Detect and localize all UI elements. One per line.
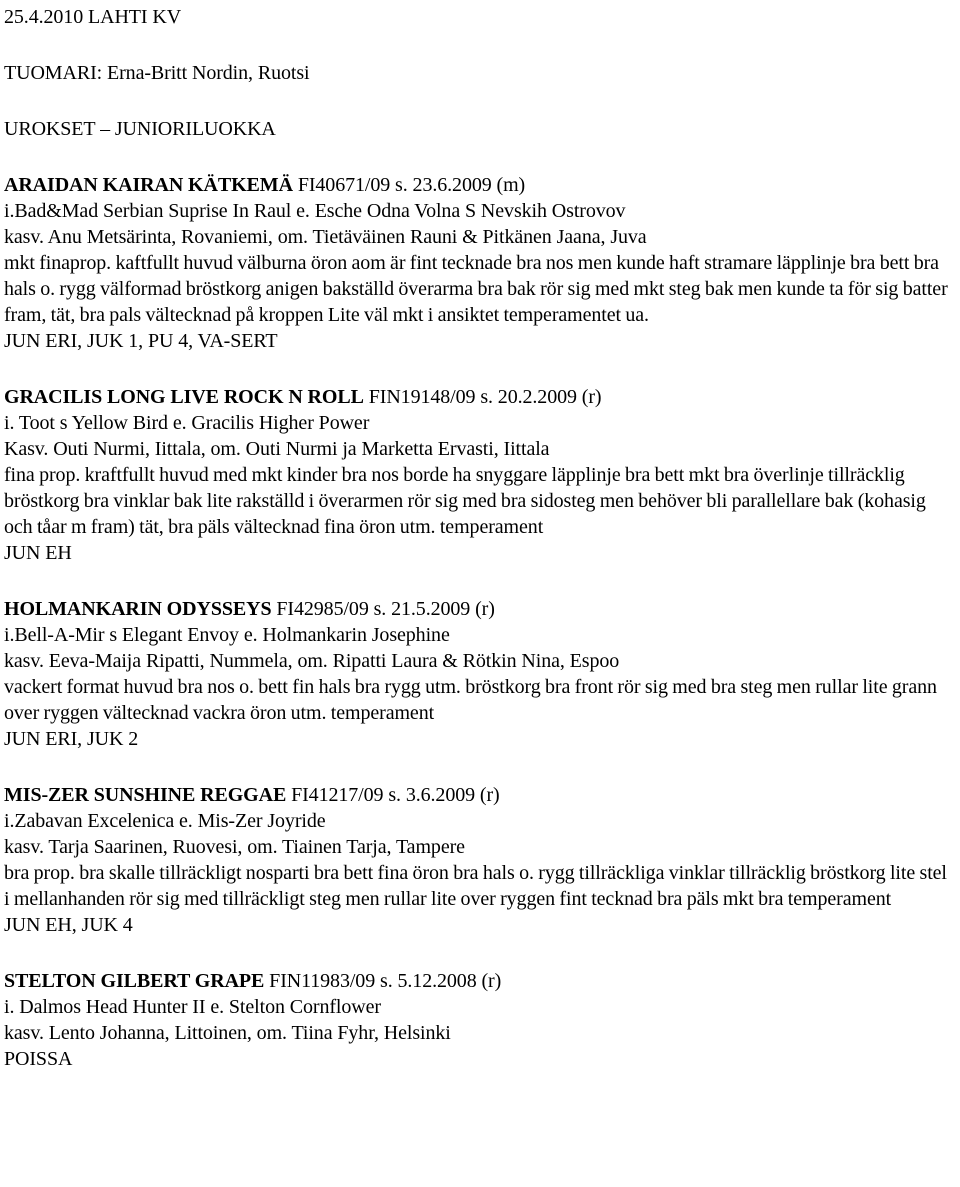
dog-parents: i. Dalmos Head Hunter II e. Stelton Cornflower — [4, 996, 381, 1018]
dog-registration: FIN19148/09 s. 20.2.2009 (r) — [363, 386, 602, 408]
dog-parents: i.Bell-A-Mir s Elegant Envoy e. Holmankarin Josephine — [4, 624, 450, 646]
show-date-place: 25.4.2010 LAHTI KV — [4, 6, 182, 28]
dog-owners: kasv. Tarja Saarinen, Ruovesi, om. Tiainen Tarja, Tampere — [4, 836, 465, 858]
dog-name: GRACILIS LONG LIVE ROCK N ROLL — [4, 386, 364, 408]
dog-entry — [4, 782, 954, 938]
dog-entry — [4, 384, 954, 566]
dog-entry — [4, 968, 954, 1072]
class-heading: UROKSET – JUNIORILUOKKA — [4, 118, 276, 140]
dog-registration: FI40671/09 s. 23.6.2009 (m) — [292, 174, 526, 196]
judge-line: TUOMARI: Erna-Britt Nordin, Ruotsi — [4, 62, 310, 84]
dog-critique: mkt finaprop. kaftfullt huvud välburna öron aom är fint tecknade bra nos men kunde haft stramare läpplinje bra bett bra hals o. rygg välformad bröstkorg anigen bakställd överarma bra bak rör sig med mkt steg bak men kunde ta för sig batter fram, tät, bra pals vältecknad på kroppen Lite väl mkt i ansiktet temperamentet ua. — [4, 252, 948, 326]
dog-result: JUN ERI, JUK 2 — [4, 728, 139, 750]
dog-registration: FI42985/09 s. 21.5.2009 (r) — [271, 598, 495, 620]
dog-parents: i.Zabavan Excelenica e. Mis-Zer Joyride — [4, 810, 326, 832]
dog-title-line — [4, 782, 954, 808]
dog-parents: i.Bad&Mad Serbian Suprise In Raul e. Esche Odna Volna S Nevskih Ostrovov — [4, 200, 626, 222]
dog-entry — [4, 596, 954, 752]
dog-registration: FIN11983/09 s. 5.12.2008 (r) — [264, 970, 502, 992]
dog-owners: kasv. Lento Johanna, Littoinen, om. Tiina Fyhr, Helsinki — [4, 1022, 451, 1044]
dog-name: HOLMANKARIN ODYSSEYS — [4, 598, 272, 620]
dog-result: POISSA — [4, 1048, 73, 1070]
dog-title-line — [4, 172, 954, 198]
dog-result: JUN ERI, JUK 1, PU 4, VA-SERT — [4, 330, 278, 352]
dog-parents: i. Toot s Yellow Bird e. Gracilis Higher Power — [4, 412, 370, 434]
dog-owners: Kasv. Outi Nurmi, Iittala, om. Outi Nurmi ja Marketta Ervasti, Iittala — [4, 438, 550, 460]
dog-registration: FI41217/09 s. 3.6.2009 (r) — [286, 784, 500, 806]
dog-result: JUN EH, JUK 4 — [4, 914, 133, 936]
dog-critique: vackert format huvud bra nos o. bett fin hals bra rygg utm. bröstkorg bra front rör sig med bra steg men rullar lite grann over ryggen vältecknad vackra öron utm. temperament — [4, 676, 937, 724]
dog-entry — [4, 172, 954, 354]
dog-name: STELTON GILBERT GRAPE — [4, 970, 265, 992]
dog-critique: fina prop. kraftfullt huvud med mkt kinder bra nos borde ha snyggare läpplinje bra bett mkt bra överlinje tillräcklig bröstkorg bra vinklar bak lite rakställd i överarmen rör sig med bra sidosteg men behöver bli parallellare bak (kohasig och tåar m fram) tät, bra päls vältecknad fina öron utm. temperament — [4, 464, 926, 538]
dog-title-line — [4, 596, 954, 622]
dog-critique: bra prop. bra skalle tillräckligt nosparti bra bett fina öron bra hals o. rygg tillräckliga vinklar tillräcklig bröstkorg lite stel i mellanhanden rör sig med tillräckligt steg men rullar lite over ryggen fint tecknad bra päls mkt bra temperament — [4, 862, 947, 910]
dog-result: JUN EH — [4, 542, 72, 564]
document-page — [0, 4, 960, 1072]
dog-owners: kasv. Anu Metsärinta, Rovaniemi, om. Tietäväinen Rauni & Pitkänen Jaana, Juva — [4, 226, 647, 248]
dog-name: ARAIDAN KAIRAN KÄTKEMÄ — [4, 174, 293, 196]
dog-title-line — [4, 384, 954, 410]
dog-owners: kasv. Eeva-Maija Ripatti, Nummela, om. Ripatti Laura & Rötkin Nina, Espoo — [4, 650, 620, 672]
dog-name: MIS-ZER SUNSHINE REGGAE — [4, 784, 287, 806]
dog-title-line — [4, 968, 954, 994]
